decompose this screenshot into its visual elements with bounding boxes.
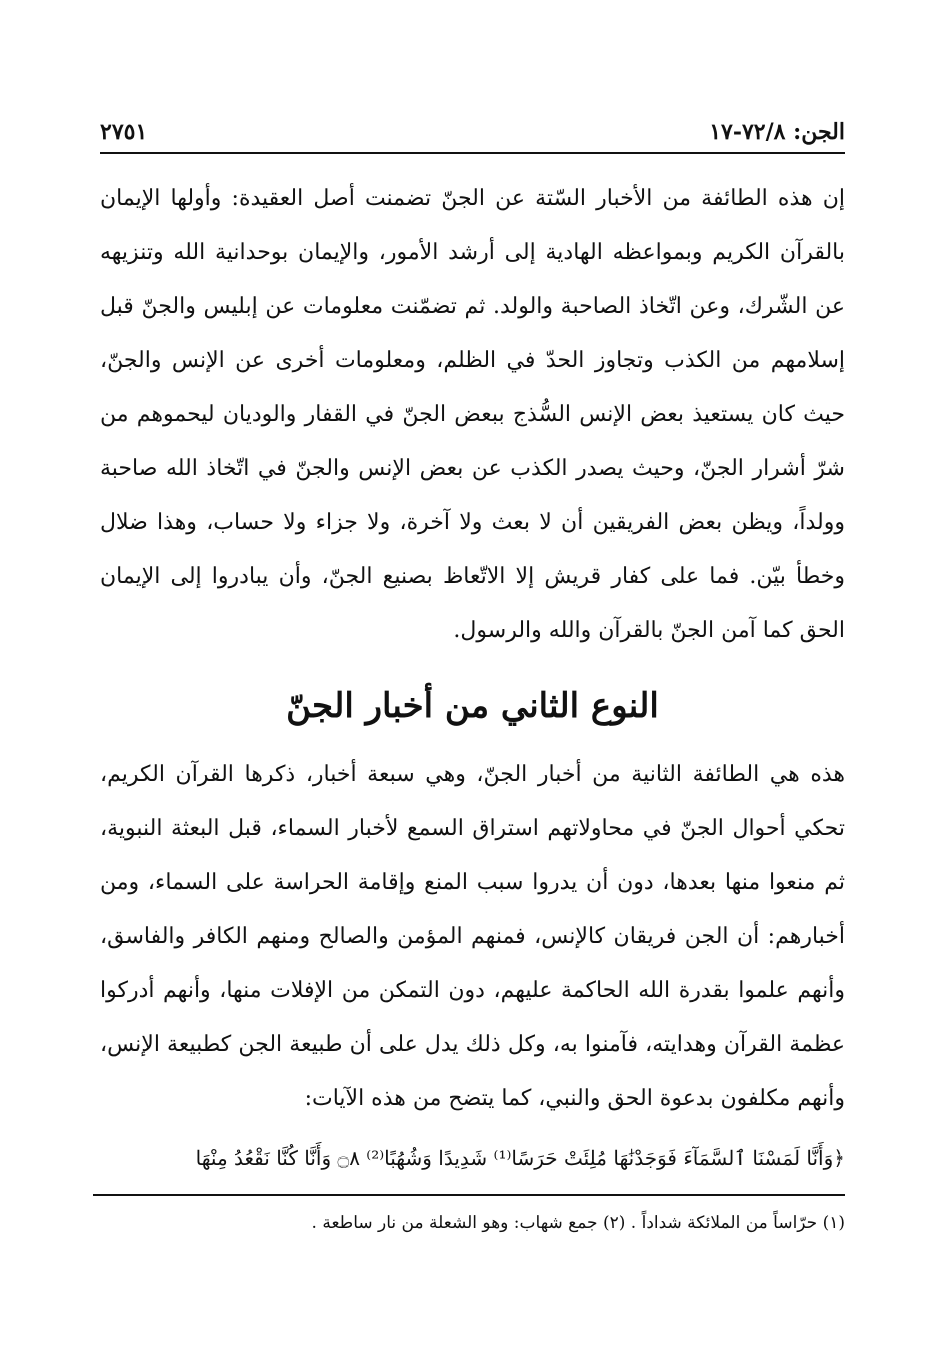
quran-verse-line: ﴿وَأَنَّا لَمَسْنَا ٱلسَّمَآءَ فَوَجَدْنَٰهَا مُلِئَتْ حَرَسًا⁽¹⁾ شَدِيدًا وَشُهُبًا⁽²⁾ ۝٨ وَأَنَّا كُنَّا نَقْعُدُ مِنْهَا xyxy=(195,1146,845,1170)
footnote-divider xyxy=(93,1194,845,1196)
chapter-reference: الجن: ٧٢/٨-١٧ xyxy=(709,119,845,145)
body-paragraph-1: إن هذه الطائفة من الأخبار السّتة عن الجنّ تضمنت أصل العقيدة: وأولها الإيمان بالقرآن الكريم وبمواعظه الهادية إلى أرشد الأمور، والإيمان بوحدانية الله وتنزيهه عن الشّرك، وعن اتّخاذ الصاحبة والولد. ثم تضمّنت معلومات عن إبليس والجنّ قبل إسلامهم من الكذب وتجاوز الحدّ في الظلم، ومعلومات أخرى عن الإنس والجنّ، حيث كان يستعيذ بعض الإنس السُّذج ببعض الجنّ في القفار والوديان ليحموهم من شرّ أشرار الجنّ، وحيث يصدر الكذب عن بعض الإنس والجنّ في اتّخاذ الله صاحبة وولداً، ويظن بعض الفريقين أن لا بعث ولا آخرة، ولا جزاء ولا حساب، وهذا ضلال وخطأ بيّن. فما على كفار قريش إلا الاتّعاظ بصنيع الجنّ، وأن يبادروا إلى الإيمان الحق كما آمن الجنّ بالقرآن والله والرسول. xyxy=(100,186,845,643)
header-divider xyxy=(100,152,845,154)
footnote: (١) حرّاساً من الملائكة شداداً . (٢) جمع شهاب: وهو الشعلة من نار ساطعة . xyxy=(311,1213,845,1233)
section-title: النوع الثاني من أخبار الجنّ xyxy=(286,686,659,726)
page-header xyxy=(100,112,845,152)
body-paragraph-2: هذه هي الطائفة الثانية من أخبار الجنّ، وهي سبعة أخبار، ذكرها القرآن الكريم، تحكي أحوال الجنّ في محاولاتهم استراق السمع لأخبار السماء، قبل البعثة النبوية، ثم منعوا منها بعدها، دون أن يدروا سبب المنع وإقامة الحراسة على السماء، ومن أخبارهم: أن الجن فريقان كالإنس، فمنهم المؤمن والصالح ومنهم الكافر والفاسق، وأنهم علموا بقدرة الله الحاكمة عليهم، دون التمكن من الإفلات منها، وأنهم أدركوا عظمة القرآن وهدايته، فآمنوا به، وكل ذلك يدل على أن طبيعة الجن كطبيعة الإنس، وأنهم مكلفون بدعوة الحق والنبي، كما يتضح من هذه الآيات: xyxy=(100,762,845,1111)
page-number: ٢٧٥١ xyxy=(100,119,148,145)
